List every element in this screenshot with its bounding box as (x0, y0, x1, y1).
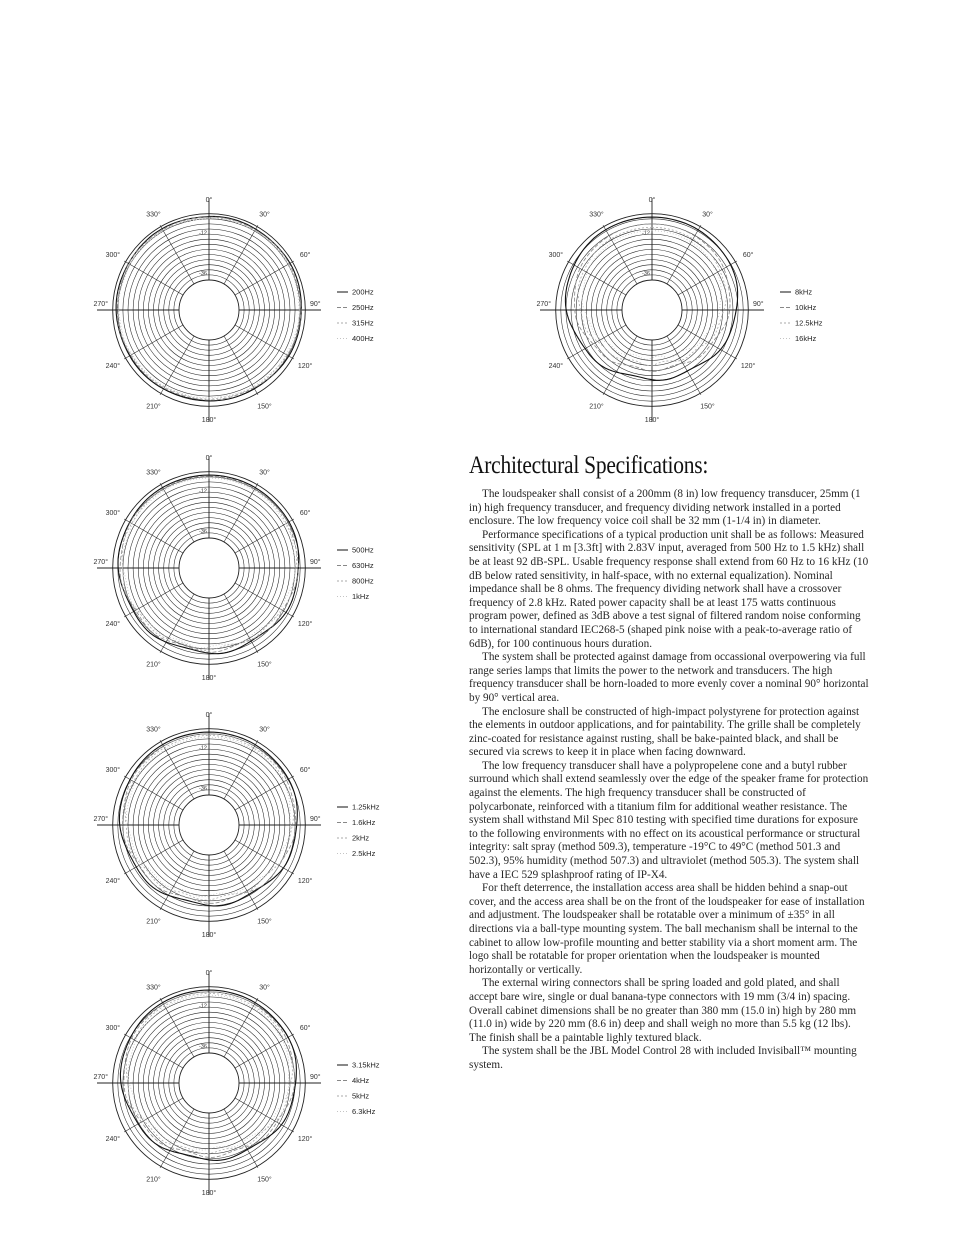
legend-label: 5kHz (352, 1091, 370, 1101)
polar-plot-svg (84, 192, 394, 432)
angle-label: 150° (257, 918, 272, 926)
db-label: -36 (199, 529, 207, 536)
angle-label: 60° (299, 1025, 311, 1032)
angle-label: 60° (742, 252, 754, 259)
angle-label: 60° (299, 252, 311, 259)
spec-paragraph-7: The external wiring connectors shall be spring loaded and gold plated, and shall accept bare wire, single or dual banana-type connectors with 19 mm (3/4 in) spacing. Overall cabinet dimensions shall be no greater than 380 mm (15.0 in) high by 280 mm (11.0 in) wide by 220 mm (8.6 in) deep and shall weigh no more than 5.5 kg (12 lbs). The finish shall be a paintable lighly textured black. (469, 977, 857, 1044)
angle-label: 120° (297, 621, 313, 628)
grid-ring (179, 795, 239, 855)
angle-label: 240° (105, 878, 121, 885)
legend-label: 1kHz (352, 592, 370, 601)
grid-ring (169, 785, 249, 865)
angle-label: 300° (105, 1025, 121, 1032)
grid-ring (174, 790, 244, 860)
legend-label: 2.5kHz (352, 849, 376, 858)
legend-label: 12.5kHz (795, 318, 823, 328)
legend-label: 400Hz (352, 334, 374, 343)
angle-label: 270° (93, 816, 108, 823)
legend-label: 1.25kHz (352, 802, 380, 812)
angle-label: 90° (753, 301, 764, 308)
grid-ring (169, 528, 249, 608)
angle-label: 270° (93, 1074, 108, 1081)
grid-ring (174, 1048, 244, 1118)
legend-label: 16kHz (795, 334, 817, 343)
polar-chart-3 (84, 450, 394, 690)
angle-label: 120° (740, 363, 756, 370)
grid-ring (179, 1053, 239, 1113)
angle-label: 240° (548, 363, 564, 370)
db-label: -12 (199, 488, 207, 495)
legend-label: 3.15kHz (352, 1060, 380, 1070)
angle-label: 0° (648, 197, 656, 204)
angle-label: 60° (299, 510, 311, 517)
polar-plot-svg (527, 192, 837, 432)
polar-chart-2 (527, 192, 837, 432)
angle-label: 0° (205, 970, 213, 977)
polar-chart-5 (84, 965, 394, 1205)
angle-label: 330° (146, 726, 161, 734)
db-label: -12 (642, 230, 650, 237)
db-label: -36 (199, 786, 207, 793)
angle-label: 240° (105, 1136, 121, 1143)
architectural-specifications (469, 452, 869, 1073)
angle-label: 210° (146, 661, 161, 669)
db-label: -12 (199, 1003, 207, 1010)
polar-chart-4 (84, 707, 394, 947)
angle-label: 330° (146, 211, 161, 219)
legend-label: 10kHz (795, 303, 817, 312)
grid-ring (174, 533, 244, 603)
grid-ring (169, 270, 249, 350)
angle-label: 210° (146, 918, 161, 926)
polar-plot-svg (84, 965, 394, 1205)
grid-ring (612, 270, 692, 350)
angle-label: 180° (201, 417, 217, 424)
angle-label: 30° (259, 211, 270, 219)
angle-label: 300° (105, 252, 121, 259)
db-label: -36 (199, 271, 207, 278)
angle-label: 210° (146, 403, 161, 411)
db-label: -36 (199, 1044, 207, 1051)
legend-label: 6.3kHz (352, 1107, 376, 1116)
spec-paragraph-5: The low frequency transducer shall have a polypropelene cone and a butyl rubber surround which shall extend seamlessly over the edge of the speaker frame for protection against the elements. The high frequency transducer shall be constructed of polycarbonate, reinforced with a titanium film for additional weather resistance. The system shall withstand Mil Spec 810 testing with specified time durations for exposure to the following environments with no effect on its acoustical performance or structural integrity: salt spray (method 509.3), temperature -19°C to 49°C (method 501.3 and 502.3), 95% humidity (method 507.3) and ultraviolet (method 505.3). The system shall have a IEC 529 splashproof rating of IP-X4. (469, 759, 869, 881)
angle-label: 150° (257, 661, 272, 669)
legend-label: 2kHz (352, 833, 370, 843)
angle-label: 30° (259, 984, 270, 992)
angle-label: 210° (146, 1176, 161, 1184)
legend-label: 630Hz (352, 561, 374, 570)
angle-label: 270° (536, 301, 551, 308)
spec-paragraph-6: For theft deterrence, the installation access area shall be hidden behind a snap-out cover, and the access area shall be on the front of the loudspeaker for ease of installation and adjustment. The loudspeaker shall be rotatable over a minimum of ±35° in all directions via a ball-type mounting system. The ball mechanism shall be internal to the cabinet to allow low-profile mounting and better stability via a short moment arm. The logo shall be rotatable for proper orientation when the loudspeaker is mounted horizontally or vertically. (469, 882, 865, 976)
spec-paragraph-3: The system shall be protected against damage from occassional overpowering via full range series lamps that limits the power to the network and transducers. The high frequency transducer shall be horn-loaded to more evenly cover a nominal 90° horizontal by 90° vertical area. (469, 651, 869, 704)
angle-label: 300° (105, 510, 121, 517)
angle-label: 330° (146, 469, 161, 477)
angle-label: 90° (310, 301, 321, 308)
angle-label: 210° (589, 403, 604, 411)
angle-label: 120° (297, 878, 313, 885)
angle-label: 90° (310, 1074, 321, 1081)
legend-label: 8kHz (795, 287, 813, 297)
angle-label: 270° (93, 301, 108, 308)
angle-label: 30° (702, 211, 713, 219)
grid-ring (179, 538, 239, 598)
angle-label: 30° (259, 469, 270, 477)
angle-label: 150° (257, 403, 272, 411)
db-label: -36 (642, 271, 650, 278)
angle-label: 150° (257, 1176, 272, 1184)
legend-label: 4kHz (352, 1076, 370, 1085)
angle-label: 60° (299, 767, 311, 774)
angle-label: 30° (259, 726, 270, 734)
polar-chart-1 (84, 192, 394, 432)
grid-ring (617, 275, 687, 345)
angle-label: 90° (310, 816, 321, 823)
legend-label: 800Hz (352, 576, 374, 586)
grid-ring (174, 275, 244, 345)
legend-label: 250Hz (352, 303, 374, 312)
angle-label: 330° (589, 211, 604, 219)
spec-paragraph-1: The loudspeaker shall consist of a 200mm (8 in) low frequency transducer, 25mm (1 in) high frequency transducer, and frequency dividing network installed in a ported enclosure. The low frequency voice coil shall be 32 mm (1-1/4 in) in diameter. (469, 488, 861, 528)
angle-label: 240° (105, 363, 121, 370)
angle-label: 270° (93, 559, 108, 566)
polar-plot-svg (84, 450, 394, 690)
grid-ring (179, 280, 239, 340)
angle-label: 180° (201, 932, 217, 939)
polar-plot-svg (84, 707, 394, 947)
legend-label: 315Hz (352, 318, 374, 328)
angle-label: 240° (105, 621, 121, 628)
spec-paragraph-8: The system shall be the JBL Model Control 28 with included Invisiball™ mounting system. (469, 1045, 857, 1071)
series-curve (126, 737, 290, 897)
angle-label: 180° (201, 675, 217, 682)
angle-label: 180° (201, 1190, 217, 1197)
angle-label: 300° (105, 767, 121, 774)
legend-label: 500Hz (352, 545, 374, 555)
grid-ring (622, 280, 682, 340)
grid-ring (169, 1043, 249, 1123)
angle-label: 150° (700, 403, 715, 411)
legend-label: 1.6kHz (352, 818, 376, 827)
angle-label: 120° (297, 363, 313, 370)
spec-paragraph-2: Performance specifications of a typical production unit shall be as follows: Measured sensitivity (SPL at 1 m [3.3ft] with 2.83V input, averaged from 500 Hz to 1.5 kHz) shall be at least 92 dB-SPL. Usable frequency response shall extend from 60 Hz to 16 kHz (10 dB below rated sensitivity, in half-space, with no external equalization). Nominal impedance shall be 8 ohms. The frequency dividing network shall have a crossover frequency of 2.8 kHz. Rated power capacity shall be at least 175 watts continuous program power, defined as 3dB above a test signal of filtered random noise conforming to international standard IEC268-5 (shaped pink noise with a peak-to-average ratio of 6dB), for 100 continuous hours duration. (469, 528, 869, 650)
angle-label: 330° (146, 984, 161, 992)
spec-title: Architectural Specifications: (469, 452, 709, 479)
angle-label: 300° (548, 252, 564, 259)
legend-label: 200Hz (352, 287, 374, 297)
db-label: -12 (199, 230, 207, 237)
angle-label: 180° (644, 417, 660, 424)
angle-label: 0° (205, 455, 213, 462)
angle-label: 90° (310, 559, 321, 566)
angle-label: 0° (205, 712, 213, 719)
spec-paragraph-4: The enclosure shall be constructed of high-impact polystyrene for protection against the elements in outdoor applications, and for paintability. The grille shall be completely zinc-coated for resistance against rusting, shall be bake-painted black, and shall be secured via screws to keep it in place when facing downward. (469, 705, 861, 759)
angle-label: 0° (205, 197, 213, 204)
angle-label: 120° (297, 1136, 313, 1143)
db-label: -12 (199, 745, 207, 752)
